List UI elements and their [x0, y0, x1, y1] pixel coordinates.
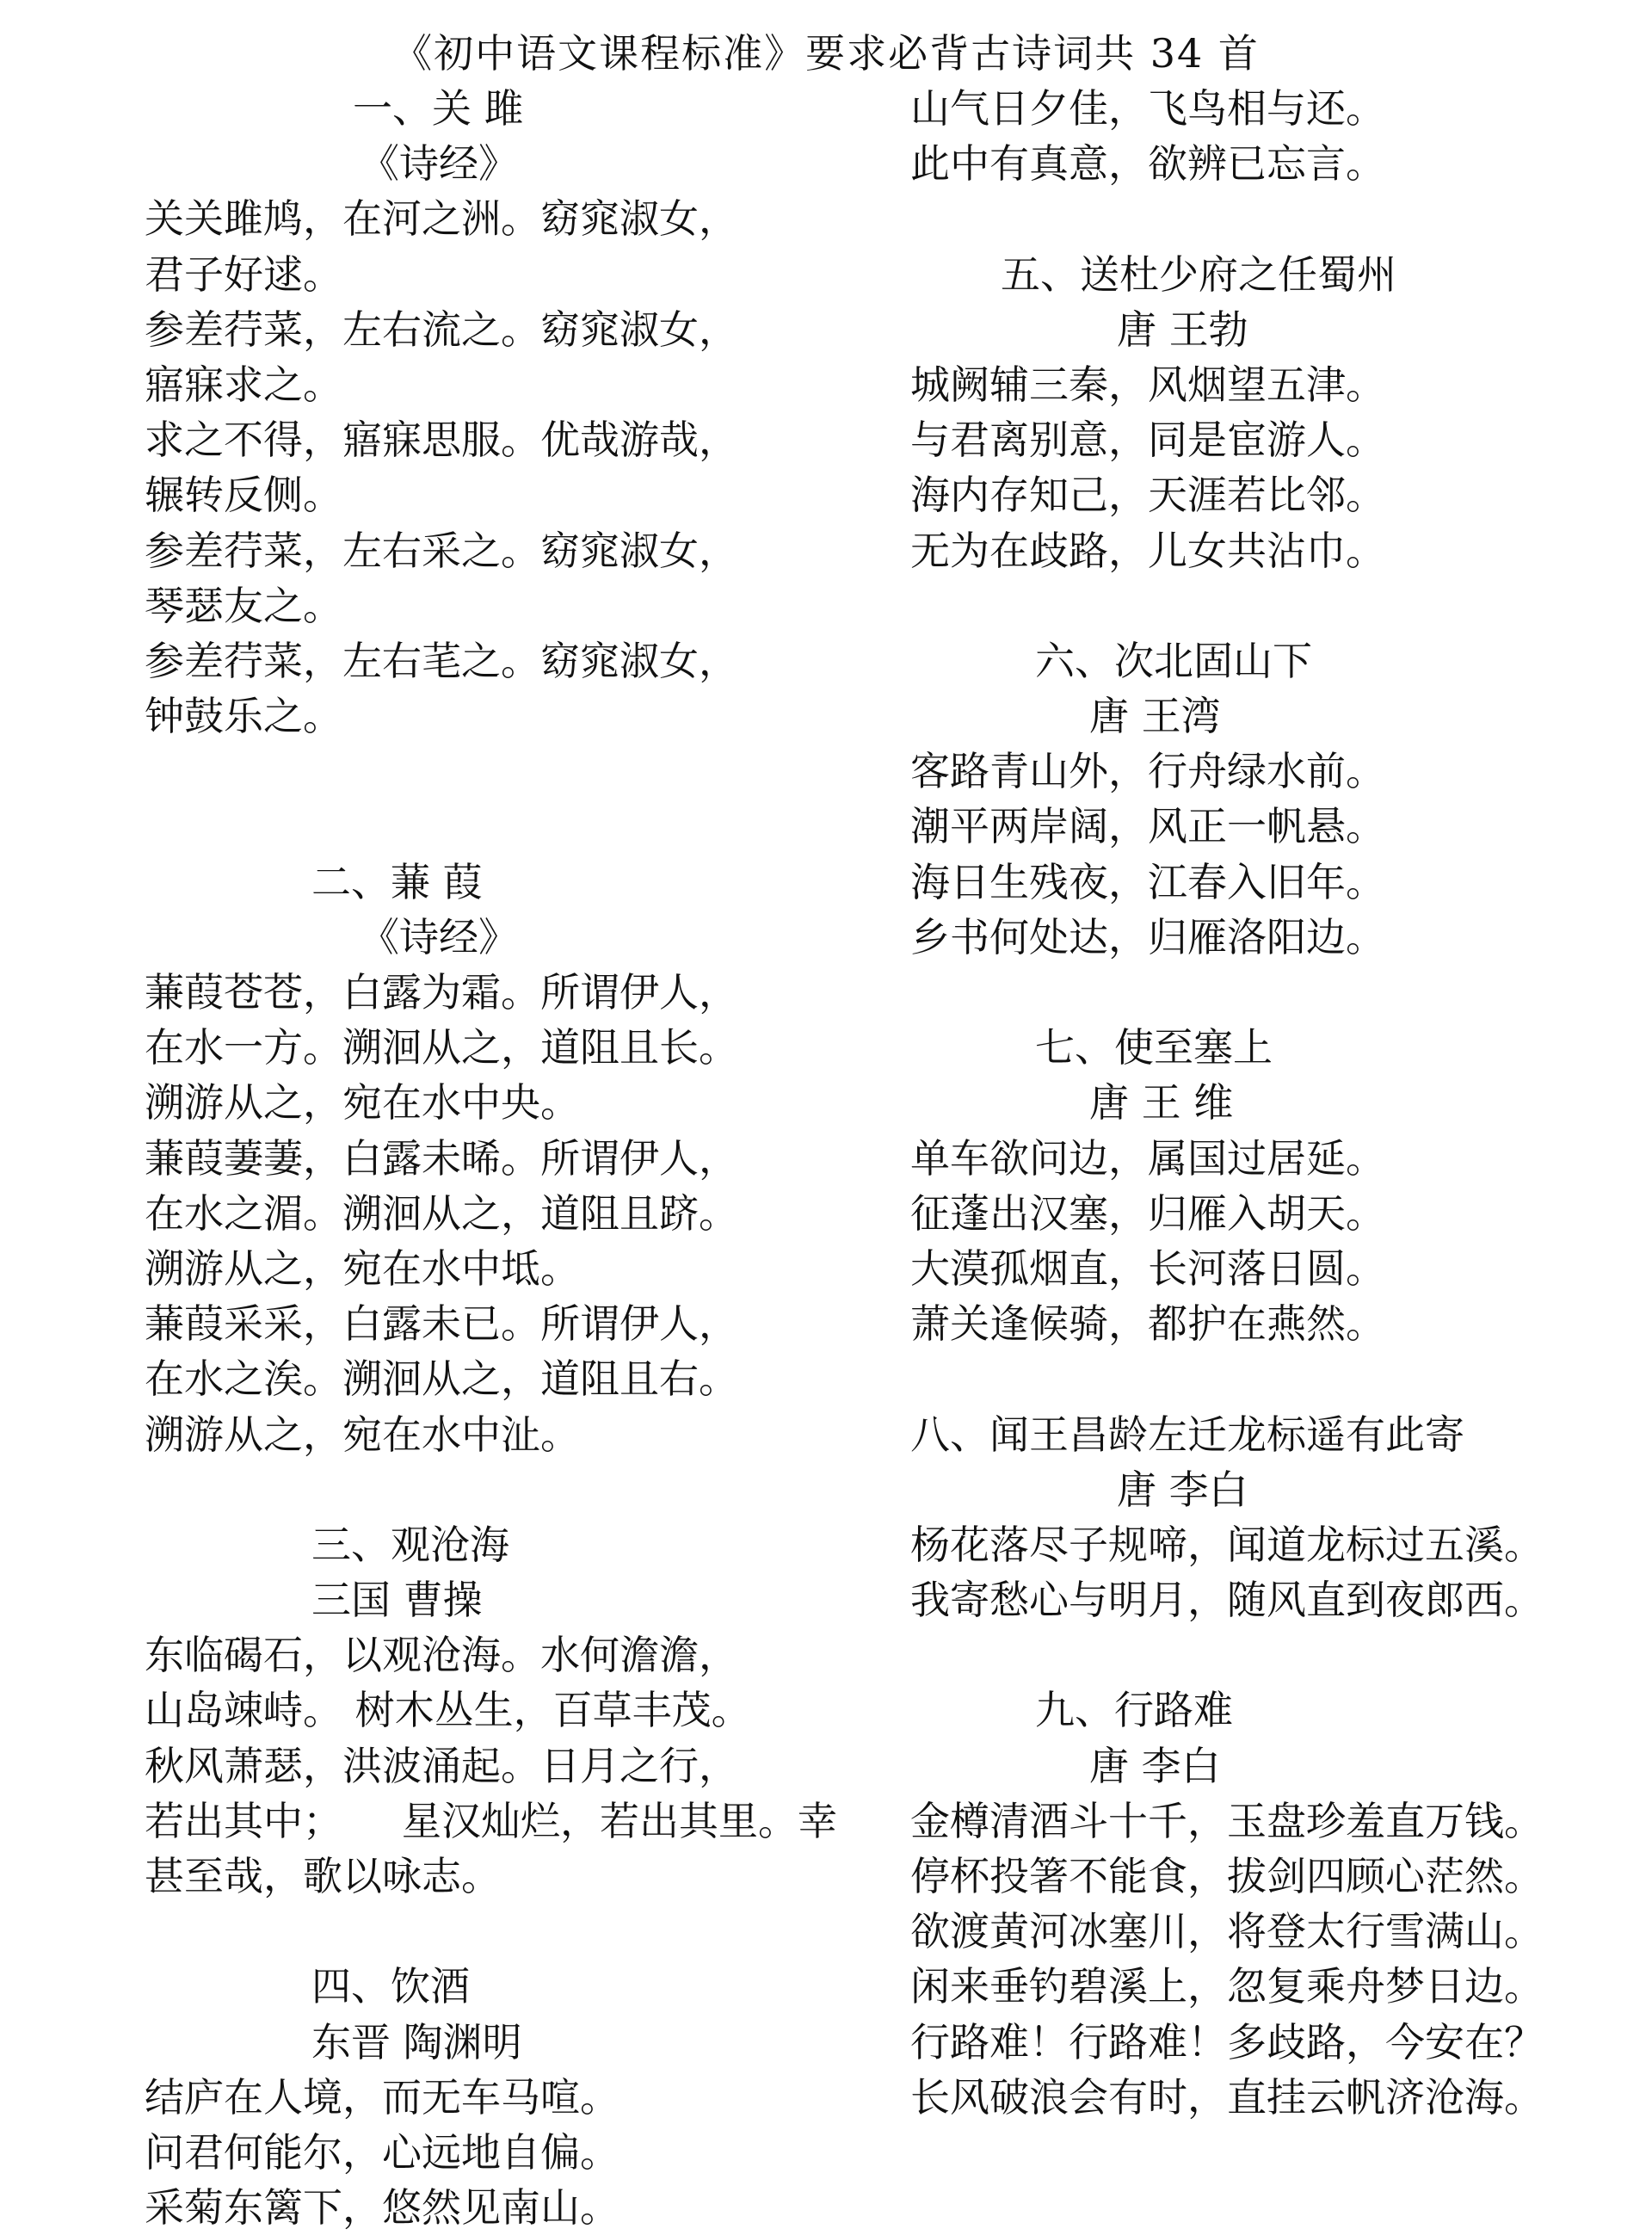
- poem-line: 在水一方。溯洄从之，道阻且长。: [145, 1024, 738, 1071]
- poem-line: 欲渡黄河冰塞川，将登太行雪满山。: [910, 1908, 1544, 1955]
- spacer: [145, 1462, 902, 1517]
- poem-yinjiu: [145, 1959, 902, 2235]
- poem-line: 参差荇菜，左右芼之。窈窕淑女，: [145, 637, 738, 684]
- poem-line: 客路青山外，行舟绿水前。: [910, 748, 1385, 795]
- poem-line: 无为在歧路，儿女共沾巾。: [910, 527, 1385, 574]
- poem-guanju: [145, 81, 902, 744]
- poem-line: 若出其中； 星汉灿烂，若出其里。幸: [145, 1797, 837, 1844]
- spacer: [910, 1627, 1616, 1682]
- poem-line: 山气日夕佳，飞鸟相与还。: [910, 85, 1385, 132]
- spacer: [910, 965, 1616, 1020]
- poem-author: 三国 曹操: [311, 1577, 483, 1624]
- poem-author: 唐 李白: [1089, 1742, 1221, 1789]
- spacer: [145, 799, 902, 854]
- poem-song-du-shaofu: [910, 247, 1616, 578]
- document-title: 《初中语文课程标准》要求必背古诗词共 34 首: [392, 30, 1260, 77]
- poem-line: 城阙辅三秦，风烟望五津。: [910, 361, 1385, 408]
- poem-line: 东临碣石，以观沧海。水何澹澹，: [145, 1632, 738, 1679]
- poem-wen-wangchangling: [910, 1407, 1616, 1628]
- poem-line: 萧关逢候骑，都护在燕然。: [910, 1300, 1385, 1348]
- poem-guancanghai: [145, 1517, 902, 1904]
- poem-line: 金樽清酒斗十千，玉盘珍羞直万钱。: [910, 1797, 1544, 1844]
- poem-line: 参差荇菜，左右流之。窈窕淑女，: [145, 306, 738, 353]
- poem-line: 寤寐求之。: [145, 361, 342, 408]
- poem-line: 钟鼓乐之。: [145, 693, 342, 740]
- poem-line: 参差荇菜，左右采之。窈窕淑女，: [145, 527, 738, 574]
- poem-title: 三、观沧海: [311, 1521, 509, 1568]
- spacer: [910, 1351, 1616, 1406]
- poem-line: 与君离别意，同是宦游人。: [910, 417, 1385, 464]
- poem-line: 在水之涘。溯洄从之，道阻且右。: [145, 1355, 738, 1403]
- poem-line: 君子好逑。: [145, 250, 342, 298]
- poem-author: 唐 李白: [1117, 1466, 1248, 1513]
- poem-shizhi-saishang: [910, 1020, 1616, 1351]
- poem-line: 大漠孤烟直，长河落日圆。: [910, 1244, 1385, 1292]
- poem-xinglunan: [910, 1682, 1616, 2125]
- poem-title: 九、行路难: [1035, 1687, 1233, 1734]
- poem-line: 甚至哉，歌以咏志。: [145, 1853, 501, 1899]
- poem-yinjiu-continued: [910, 81, 1616, 191]
- poem-author: 唐 王 维: [1089, 1079, 1234, 1127]
- poem-title: 七、使至塞上: [1035, 1024, 1273, 1071]
- poem-line: 秋风萧瑟，洪波涌起。日月之行，: [145, 1742, 738, 1789]
- poem-line: 山岛竦峙。 树木丛生，百草丰茂。: [145, 1687, 751, 1734]
- poem-line: 杨花落尽子规啼，闻道龙标过五溪。: [910, 1521, 1544, 1568]
- spacer: [145, 744, 902, 799]
- poem-line: 关关雎鸠，在河之洲。窈窕淑女，: [145, 195, 738, 243]
- poem-line: 单车欲问边，属国过居延。: [910, 1134, 1385, 1182]
- spacer: [910, 578, 1616, 633]
- poem-line: 潮平两岸阔，风正一帆悬。: [910, 803, 1385, 850]
- poem-author: 《诗经》: [360, 140, 518, 188]
- poem-line: 蒹葭采采，白露未已。所谓伊人，: [145, 1300, 738, 1348]
- poem-line: 溯游从之，宛在水中坻。: [145, 1244, 580, 1292]
- poem-line: 停杯投箸不能食，拔剑四顾心茫然。: [910, 1853, 1544, 1899]
- spacer: [910, 191, 1616, 246]
- poem-ci-beigushan: [910, 633, 1616, 965]
- poem-author: 东晋 陶渊明: [311, 2018, 522, 2065]
- poem-line: 行路难！行路难！多歧路，今安在？: [910, 2018, 1544, 2065]
- poem-line: 此中有真意，欲辨已忘言。: [910, 140, 1385, 188]
- poem-title: 五、送杜少府之任蜀州: [1001, 250, 1396, 298]
- poem-line: 蒹葭苍苍，白露为霜。所谓伊人，: [145, 969, 738, 1016]
- poem-line: 在水之湄。溯洄从之，道阻且跻。: [145, 1189, 738, 1237]
- poem-line: 长风破浪会有时，直挂云帆济沧海。: [910, 2073, 1544, 2121]
- poem-title: 二、蒹 葭: [311, 858, 483, 905]
- poem-line: 辗转反侧。: [145, 472, 342, 519]
- poem-line: 我寄愁心与明月，随风直到夜郎西。: [910, 1577, 1544, 1624]
- poem-title: 六、次北固山下: [1035, 637, 1312, 684]
- poem-title: 一、关 雎: [353, 85, 524, 132]
- poem-line: 海内存知己，天涯若比邻。: [910, 472, 1385, 519]
- poem-jianjia: [145, 855, 902, 1462]
- poem-author: 唐 王湾: [1089, 693, 1221, 740]
- poem-line: 蒹葭萋萋，白露未晞。所谓伊人，: [145, 1134, 738, 1182]
- left-column: [145, 81, 902, 2235]
- poem-line: 溯游从之，宛在水中沚。: [145, 1411, 580, 1458]
- poem-line: 结庐在人境，而无车马喧。: [145, 2073, 620, 2121]
- spacer: [145, 1904, 902, 1959]
- poem-title: 八、闻王昌龄左迁龙标遥有此寄: [910, 1411, 1464, 1458]
- poem-line: 溯游从之，宛在水中央。: [145, 1079, 580, 1127]
- poem-line: 海日生残夜，江春入旧年。: [910, 858, 1385, 905]
- poem-line: 问君何能尔，心远地自偏。: [145, 2128, 620, 2176]
- poem-line: 琴瑟友之。: [145, 582, 342, 629]
- poem-author: 《诗经》: [360, 913, 518, 960]
- right-column: [910, 81, 1616, 2125]
- poem-author: 唐 王勃: [1117, 306, 1248, 353]
- poem-line: 征蓬出汉塞，归雁入胡天。: [910, 1189, 1385, 1237]
- poem-line: 求之不得，寤寐思服。优哉游哉，: [145, 417, 738, 464]
- poem-line: 闲来垂钓碧溪上，忽复乘舟梦日边。: [910, 1963, 1544, 2010]
- poem-line: 乡书何处达，归雁洛阳边。: [910, 913, 1385, 960]
- poem-line: 采菊东篱下，悠然见南山。: [145, 2184, 620, 2232]
- poem-title: 四、饮酒: [311, 1963, 470, 2010]
